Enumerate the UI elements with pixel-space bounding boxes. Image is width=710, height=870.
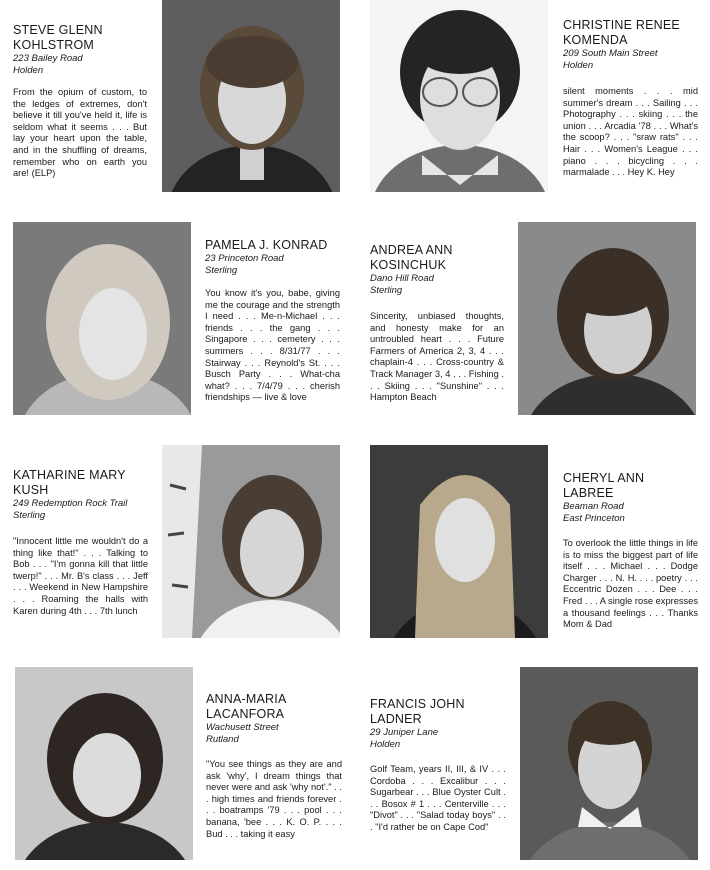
student-street: 223 Bailey Road [13, 53, 83, 64]
student-quote: You know it's you, babe, giving me the courage and the strength I need . . . Me-n-Michael . . . friends . . . the gang . . . Singapore . . . cemetery . . . summers . . . 8/31/77 . . . Stairway . . . Reynold's St. . . . Busch Party . . . What-cha what? . . . 7/4/79 . . . cherish friendships — live & love [205, 288, 340, 403]
student-quote: "Innocent little me wouldn't do a thing like that!" . . . Talking to Bob . . . "I'm gonna kill that little twerp!" . . . Mr. B's class . . . Jeff . . . Weekend in New Hampshire . . . Roaming the halls with Karen during 4th . . . 7th lunch [13, 536, 148, 616]
student-quote: To overlook the little things in life is to miss the biggest part of life itself . . . Michael . . . Dodge Charger . . . N. H. . . . poetry . . . Eccentric Dozen . . . Dee . . . Fred . . . A single rose expresses a thousand feelings . . . Thanks Mom & Dad [563, 538, 698, 630]
student-street: Dano Hill Road [370, 273, 434, 284]
student-name: ANDREA ANN KOSINCHUK [370, 243, 453, 272]
student-town: Holden [563, 60, 594, 71]
portrait-photo-kohlstrom [162, 0, 340, 192]
portrait-photo-lacanfora [15, 667, 193, 860]
student-entry-konrad [205, 238, 340, 404]
student-street: 29 Juniper Lane [370, 727, 439, 738]
student-entry-komenda [563, 18, 698, 179]
student-town: Sterling [13, 510, 46, 521]
portrait-photo-labree [370, 445, 548, 638]
portrait-photo-ladner [520, 667, 698, 860]
student-name: KATHARINE MARY KUSH [13, 468, 126, 497]
student-entry-ladner [370, 697, 506, 834]
student-town: Holden [370, 739, 401, 750]
student-name: STEVE GLENN KOHLSTROM [13, 23, 103, 52]
student-name: PAMELA J. KONRAD [205, 238, 328, 252]
student-town: Sterling [205, 265, 238, 276]
student-name: CHRISTINE RENEE KOMENDA [563, 18, 680, 47]
student-quote: Sincerity, unbiased thoughts, and honesty make for an untroubled heart . . . Future Farmers of America 2, 3, 4 . . . chaplain-4 . . . Cross-country & Track Manager 3, 4 . . . Fishing . . . Skiing . . . "Sunshine" . . . Hampton Beach [370, 311, 504, 403]
student-name: CHERYL ANN LABREE [563, 471, 645, 500]
student-entry-labree [563, 471, 698, 631]
portrait-photo-kosinchuk [518, 222, 696, 415]
student-town: Holden [13, 65, 44, 76]
student-entry-kush [13, 468, 148, 617]
student-street: Beaman Road [563, 501, 624, 512]
student-street: 249 Redemption Rock Trail [13, 498, 128, 509]
student-quote: silent moments . . . mid summer's dream . . . Sailing . . . Photography . . . skiing . . . the union . . . Arcadia '78 . . . What's the scoop? . . . "sraw rats" . . . Hair . . . Women's League . . . piano . . . bicycling . . . marmalade . . . Hey K. Hey [563, 86, 698, 178]
portrait-photo-komenda [370, 0, 548, 192]
student-quote: Golf Team, years II, III, & IV . . . Cordoba . . . Excalibur . . . Sugarbear . . . Blue Oyster Cult . . . Bosox # 1 . . . Centerville . . . "Divot" . . . "Salad today boys" . . . "I'd rather be on Cape Cod" [370, 764, 506, 832]
student-street: 23 Princeton Road [205, 253, 284, 264]
student-town: Sterling [370, 285, 403, 296]
student-name: ANNA-MARIA LACANFORA [206, 692, 287, 721]
student-quote: "You see things as they are and ask 'why', I dream things that never were and ask 'why not'." . . . high times and friends forever . . . boatramps '79 . . . pool . . . banana, 'bee . . . K. O. P. . . . Bud . . . taking it easy [206, 759, 342, 839]
portrait-photo-kush [162, 445, 340, 638]
student-street: 209 South Main Street [563, 48, 658, 59]
student-entry-kohlstrom [13, 23, 147, 180]
student-name: FRANCIS JOHN LADNER [370, 697, 465, 726]
student-town: Rutland [206, 734, 239, 745]
student-quote: From the opium of custom, to the ledges of extremes, don't believe it till you've held it, life is seldom what it seems . . . But lay your heart upon the table, and in the shuffling of dreams, remember who on earth you are! (ELP) [13, 87, 147, 179]
student-town: East Princeton [563, 513, 625, 524]
student-entry-lacanfora [206, 692, 342, 840]
portrait-photo-konrad [13, 222, 191, 415]
student-street: Wachusett Street [206, 722, 279, 733]
student-entry-kosinchuk [370, 243, 504, 404]
